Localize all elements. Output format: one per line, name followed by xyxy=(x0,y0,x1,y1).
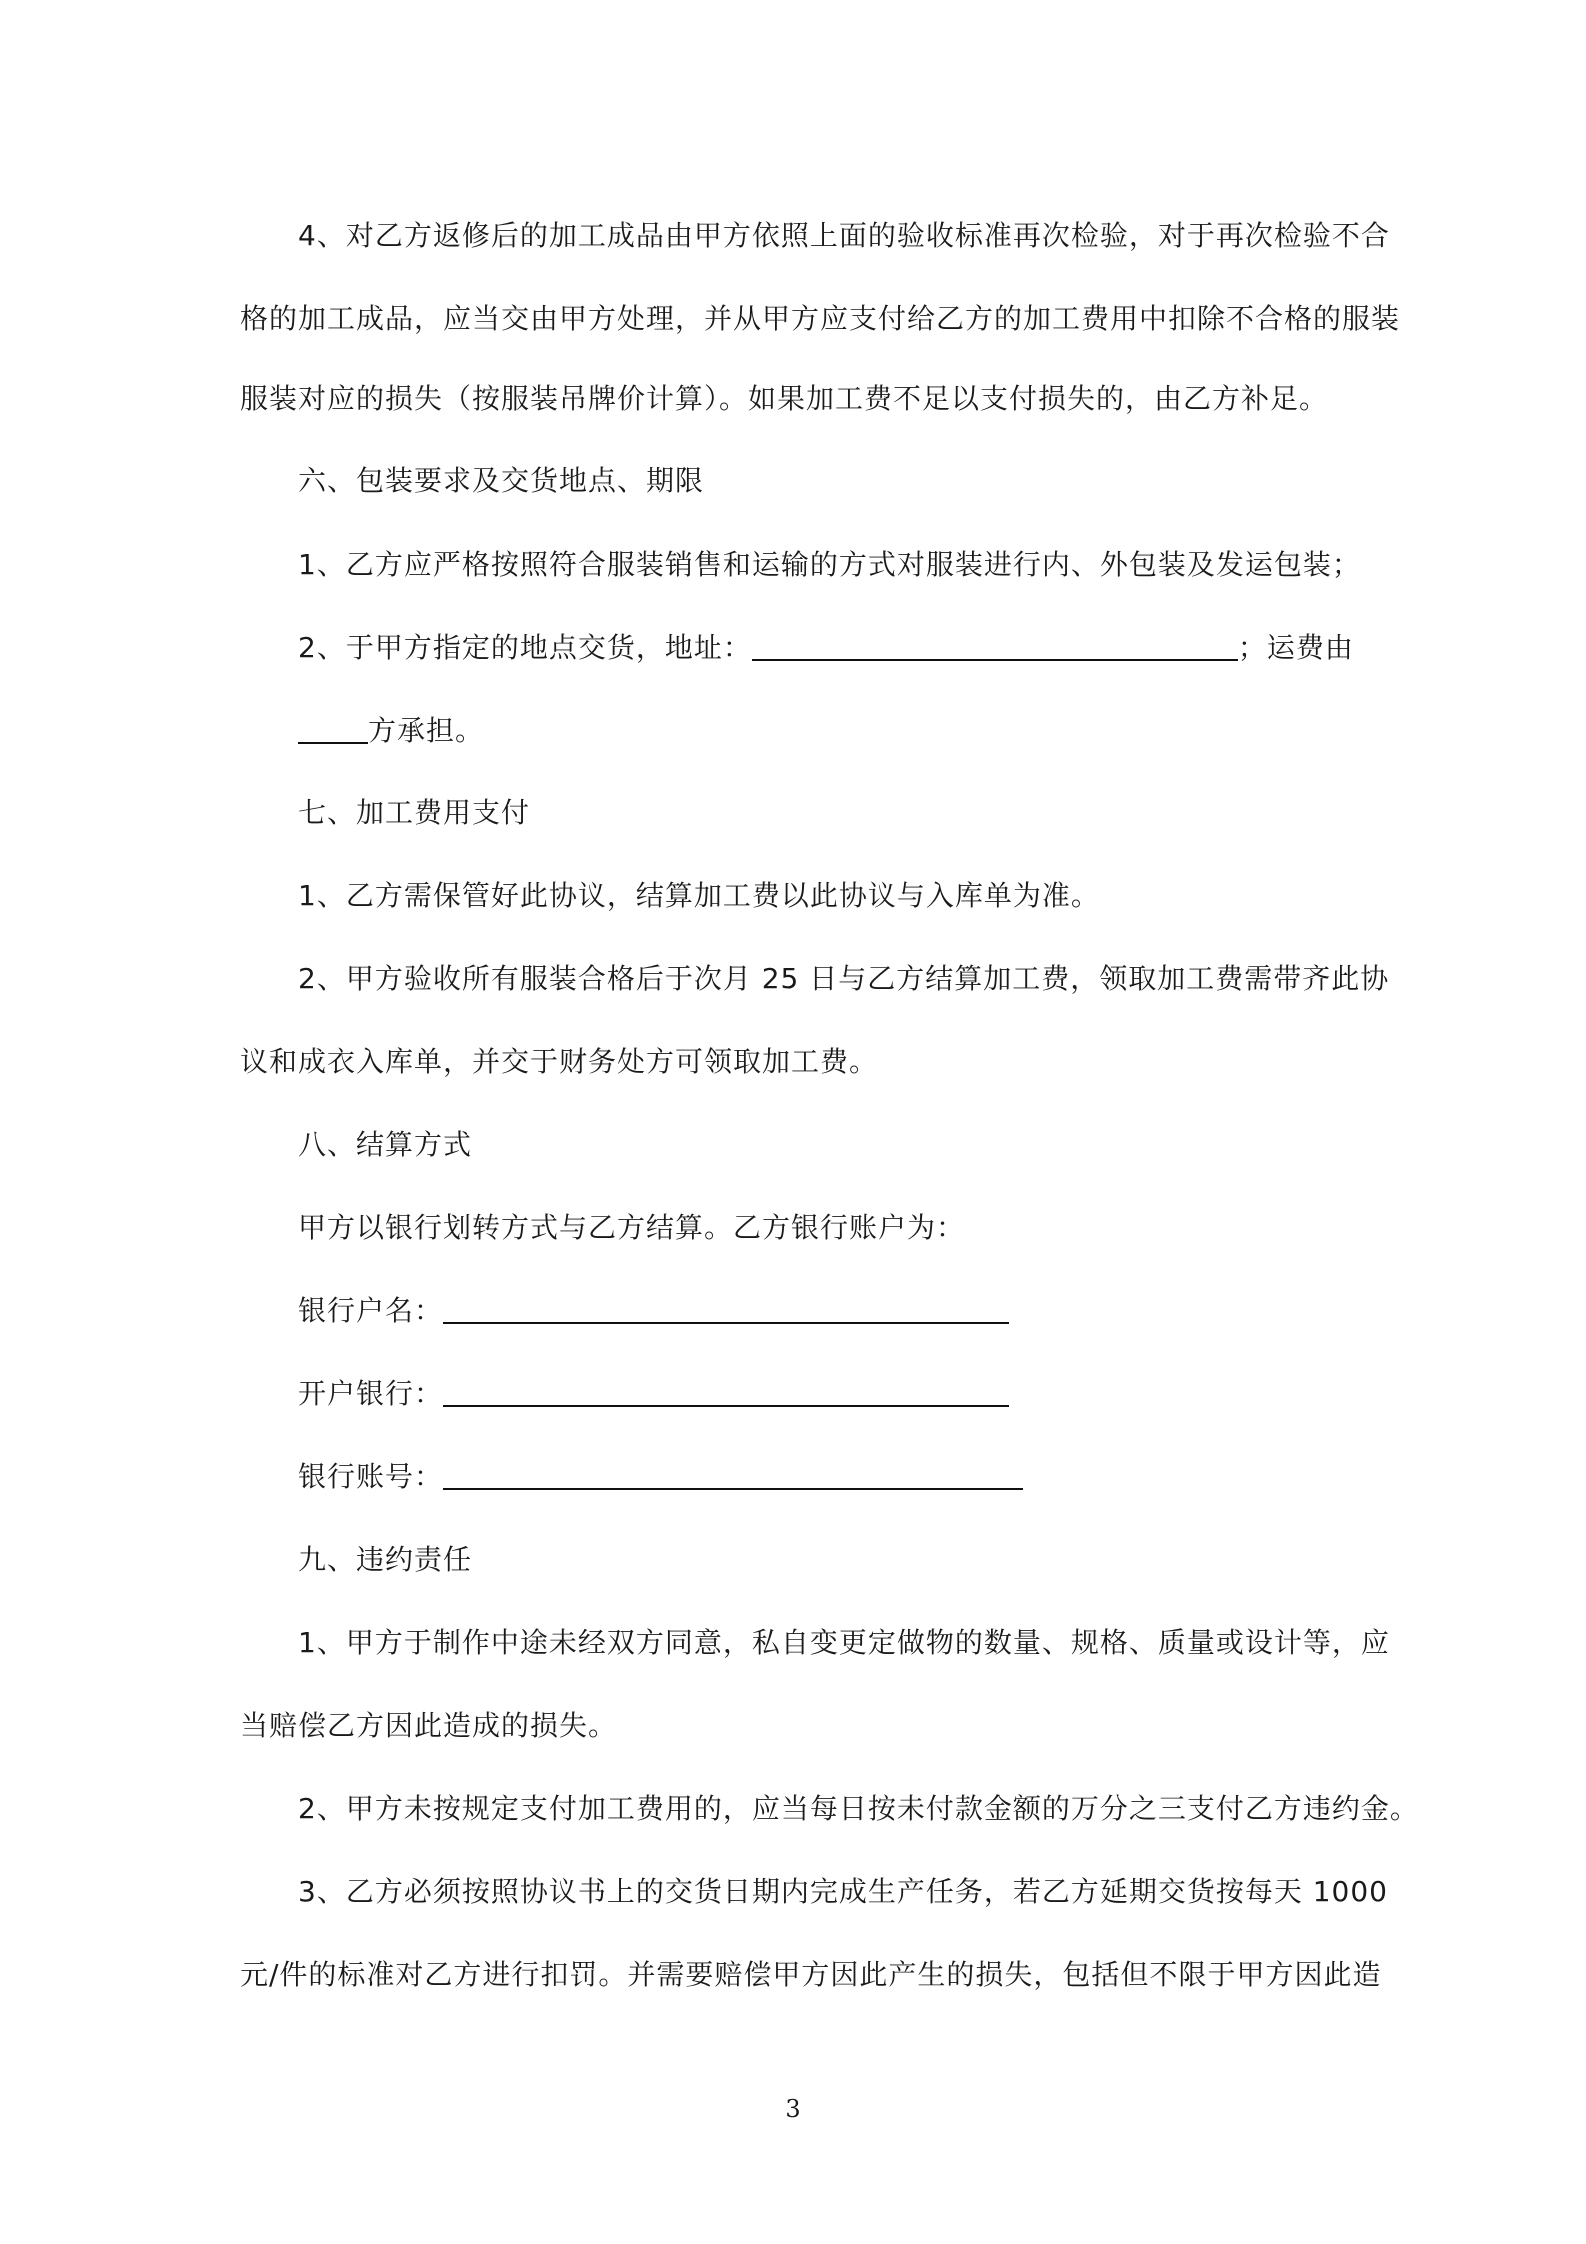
bank-blank[interactable] xyxy=(443,1375,1009,1407)
account-number-label: 银行账号： xyxy=(298,1460,444,1493)
section-7-clause-1: 1、乙方需保管好此协议，结算加工费以此协议与入库单为准。 xyxy=(298,879,1100,912)
account-name-blank[interactable] xyxy=(443,1292,1009,1324)
section-6-clause-2 xyxy=(298,626,1360,670)
clause-4-line-2: 格的加工成品，应当交由甲方处理，并从甲方应支付给乙方的加工费用中扣除不合格的服装 xyxy=(240,302,1401,335)
bank-row xyxy=(298,1372,1360,1416)
account-number-blank[interactable] xyxy=(443,1458,1023,1490)
section-7-clause-2-line-2: 议和成衣入库单，并交于财务处方可领取加工费。 xyxy=(240,1045,879,1078)
section-8-title: 八、结算方式 xyxy=(298,1128,473,1161)
account-name-row xyxy=(298,1289,1360,1333)
freight-party-blank[interactable] xyxy=(298,712,368,744)
address-blank[interactable] xyxy=(752,629,1238,661)
account-name-label: 银行户名： xyxy=(298,1294,444,1327)
freight-party-text: 方承担。 xyxy=(368,714,485,747)
clause-4-line-3: 服装对应的损失（按服装吊牌价计算）。如果加工费不足以支付损失的，由乙方补足。 xyxy=(240,382,1329,415)
section-8-intro: 甲方以银行划转方式与乙方结算。乙方银行账户为： xyxy=(298,1211,966,1244)
page-number: 3 xyxy=(785,2095,801,2123)
clause-2-prefix: 2、于甲方指定的地点交货，地址： xyxy=(298,631,752,664)
account-number-row xyxy=(298,1455,1360,1499)
bank-label: 开户银行： xyxy=(298,1377,444,1410)
section-9-clause-3-line-1: 3、乙方必须按照协议书上的交货日期内完成生产任务，若乙方延期交货按每天 1000 xyxy=(298,1875,1388,1908)
section-9-title: 九、违约责任 xyxy=(298,1543,473,1576)
section-6-clause-2-line-2 xyxy=(298,709,1418,753)
section-7-title: 七、加工费用支付 xyxy=(298,796,531,829)
section-9-clause-3-line-2: 元/件的标准对乙方进行扣罚。并需要赔偿甲方因此产生的损失，包括但不限于甲方因此造 xyxy=(240,1958,1382,1991)
section-7-clause-2-line-1: 2、甲方验收所有服装合格后于次月 25 日与乙方结算加工费，领取加工费需带齐此协 xyxy=(298,962,1390,995)
clause-2-suffix: ；运费由 xyxy=(1237,631,1354,664)
section-9-clause-1-line-1: 1、甲方于制作中途未经双方同意，私自变更定做物的数量、规格、质量或设计等，应 xyxy=(298,1626,1390,1659)
section-6-clause-1: 1、乙方应严格按照符合服装销售和运输的方式对服装进行内、外包装及发运包装； xyxy=(298,548,1361,581)
section-6-title: 六、包装要求及交货地点、期限 xyxy=(298,464,705,497)
section-9-clause-1-line-2: 当赔偿乙方因此造成的损失。 xyxy=(240,1709,618,1742)
section-9-clause-2: 2、甲方未按规定支付加工费用的，应当每日按未付款金额的万分之三支付乙方违约金。 xyxy=(298,1792,1419,1825)
clause-4-line-1: 4、对乙方返修后的加工成品由甲方依照上面的验收标准再次检验，对于再次检验不合 xyxy=(298,219,1390,252)
